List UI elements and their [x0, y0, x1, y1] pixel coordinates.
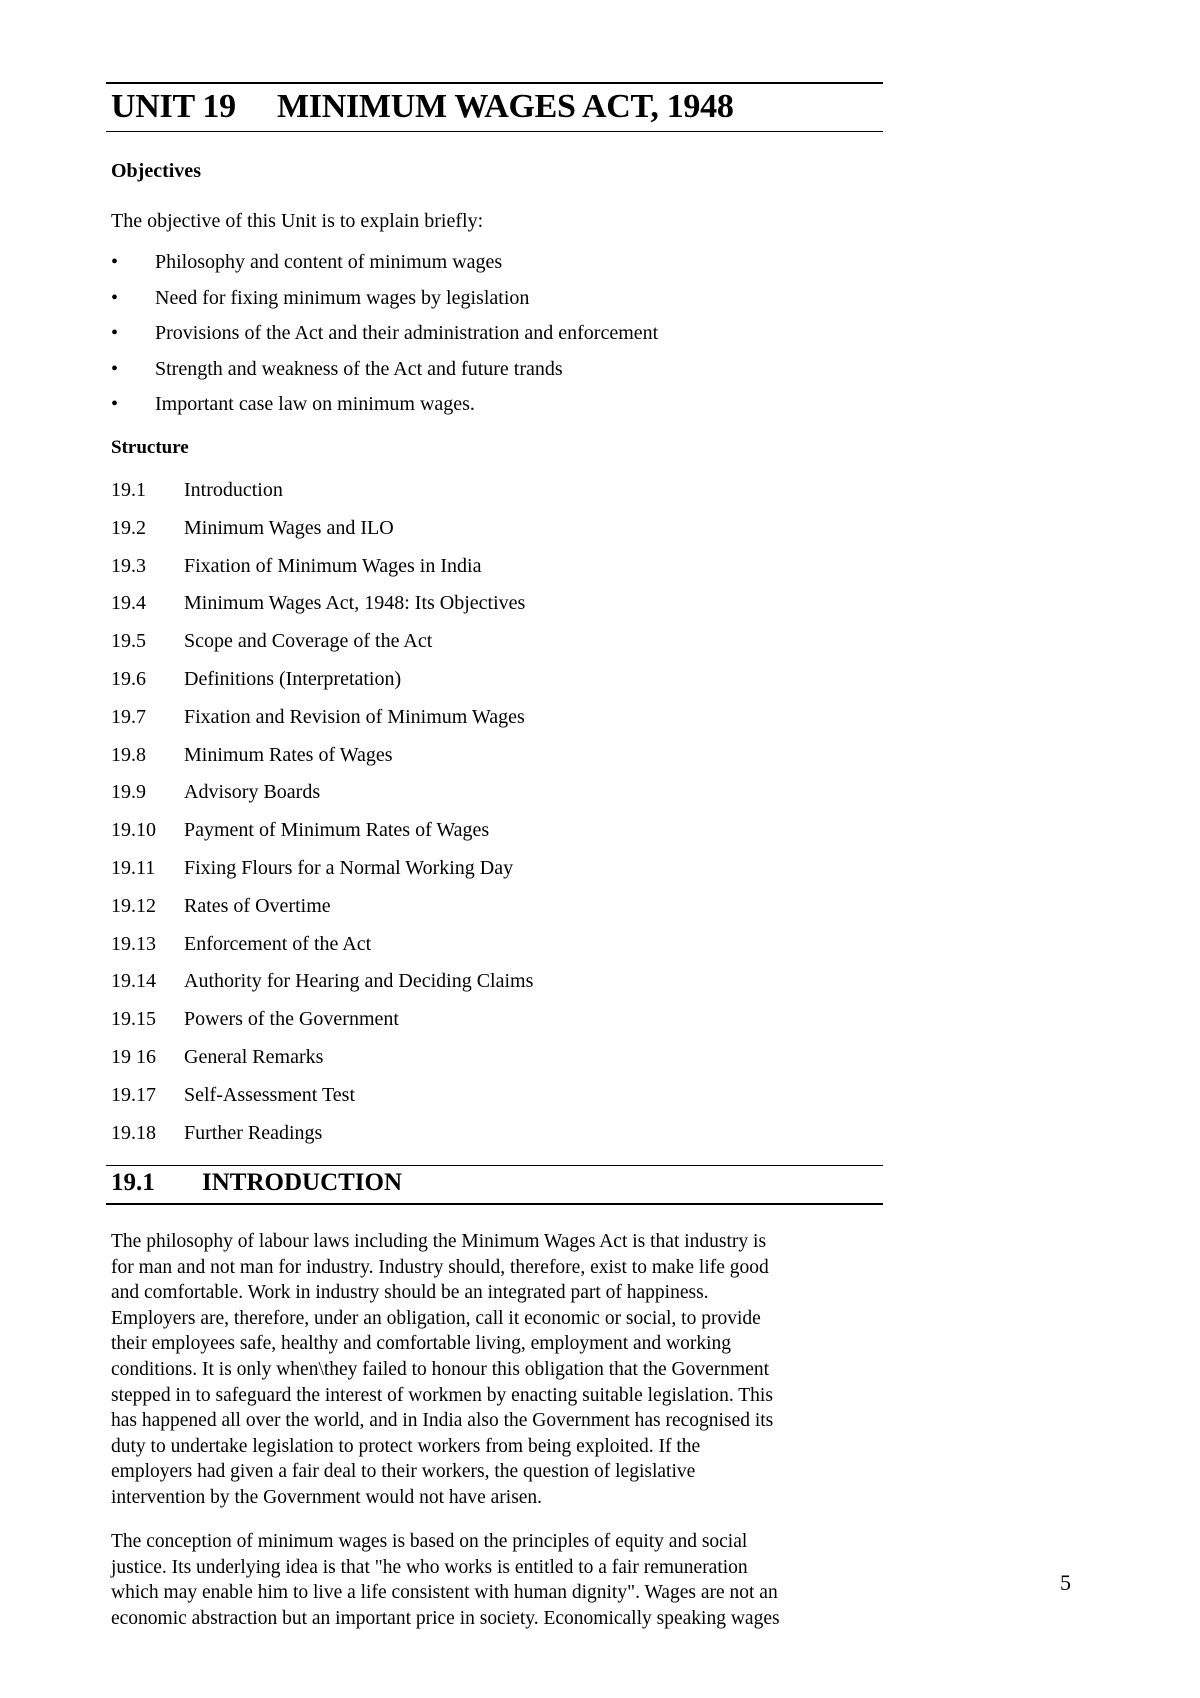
bullet-icon: • [111, 322, 119, 344]
structure-item-number: 19.2 [111, 516, 146, 539]
structure-item [111, 857, 533, 895]
structure-item [111, 517, 533, 555]
unit-number: UNIT 19 [111, 88, 236, 125]
paragraph-line: their employees safe, healthy and comfortable living, employment and working [111, 1333, 732, 1355]
objective-item [111, 358, 658, 394]
paragraph-line: The conception of minimum wages is based on the principles of equity and social [111, 1531, 748, 1552]
structure-item-number: 19.12 [111, 894, 156, 917]
structure-item [111, 592, 533, 630]
structure-item-title: Authority for Hearing and Deciding Claims [184, 970, 534, 993]
objective-text: Important case law on minimum wages. [155, 393, 475, 415]
section-title: INTRODUCTION [202, 1169, 403, 1196]
objectives-heading: Objectives [111, 160, 201, 182]
structure-item-title: Scope and Coverage of the Act [184, 630, 433, 653]
structure-item [111, 706, 533, 744]
section-number: 19.1 [111, 1169, 155, 1196]
structure-item-title: Fixing Flours for a Normal Working Day [184, 856, 514, 879]
paragraph-line: stepped in to safeguard the interest of workmen by enacting suitable legislation. This [111, 1384, 773, 1406]
objectives-intro: The objective of this Unit is to explain briefly: [111, 210, 484, 232]
structure-item [111, 744, 533, 782]
paragraph-line: economic abstraction but an important price in society. Economically speaking wages [111, 1607, 780, 1629]
paragraph-line: for man and not man for industry. Industry should, therefore, exist to make life good [111, 1256, 769, 1278]
structure-item-number: 19.10 [111, 819, 156, 842]
structure-item-number: 19.1 [111, 479, 146, 501]
section-top-rule [106, 1165, 883, 1166]
section-bottom-rule [106, 1203, 883, 1205]
structure-item-number: 19.11 [111, 856, 156, 879]
objective-text: Philosophy and content of minimum wages [155, 251, 503, 273]
title-underline-rule [106, 131, 883, 132]
page-number: 5 [1060, 1570, 1071, 1595]
structure-item-number: 19.13 [111, 932, 156, 955]
paragraph-line: The philosophy of labour laws including the Minimum Wages Act is that industry is [111, 1231, 767, 1252]
structure-item [111, 1122, 533, 1160]
bullet-icon: • [111, 393, 119, 415]
structure-item-title: Minimum Rates of Wages [184, 743, 393, 766]
bullet-icon: • [111, 251, 119, 273]
structure-item-number: 19 16 [111, 1045, 156, 1068]
objective-item [111, 393, 658, 429]
structure-item-number: 19.4 [111, 592, 146, 615]
structure-item-number: 19.5 [111, 630, 146, 653]
structure-item [111, 1008, 533, 1046]
structure-item-title: Enforcement of the Act [184, 932, 372, 955]
structure-item-number: 19.15 [111, 1008, 156, 1031]
introduction-paragraph-1 [111, 1229, 901, 1511]
paragraph-line: and comfortable. Work in industry should be an integrated part of happiness. [111, 1282, 709, 1304]
structure-item [111, 781, 533, 819]
structure-item-title: Fixation and Revision of Minimum Wages [184, 705, 525, 728]
top-rule [106, 82, 883, 84]
structure-item-number: 19.7 [111, 705, 146, 728]
structure-item-number: 19.17 [111, 1083, 156, 1106]
paragraph-line: employers had given a fair deal to their workers, the question of legislative [111, 1461, 696, 1483]
structure-item-number: 19.8 [111, 743, 146, 766]
structure-list [111, 479, 533, 1159]
structure-item [111, 970, 533, 1008]
structure-item [111, 1046, 533, 1084]
structure-item [111, 668, 533, 706]
structure-item-number: 19.3 [111, 554, 146, 577]
structure-item [111, 933, 533, 971]
structure-item [111, 479, 533, 517]
section-heading-introduction [111, 1169, 402, 1197]
structure-item [111, 895, 533, 933]
introduction-paragraph-2 [111, 1529, 901, 1631]
objective-text: Provisions of the Act and their administration and enforcement [155, 322, 659, 344]
unit-title [111, 88, 734, 126]
structure-item [111, 555, 533, 593]
structure-item-title: Minimum Wages and ILO [184, 516, 394, 539]
structure-item-title: Advisory Boards [184, 781, 321, 804]
structure-item-title: Minimum Wages Act, 1948: Its Objectives [184, 592, 526, 615]
paragraph-line: conditions. It is only when\they failed to honour this obligation that the Government [111, 1358, 770, 1380]
structure-item-title: Fixation of Minimum Wages in India [184, 554, 482, 577]
structure-item-title: Definitions (Interpretation) [184, 667, 402, 690]
paragraph-line: Employers are, therefore, under an obligation, call it economic or social, to provide [111, 1307, 761, 1329]
structure-item-number: 19.6 [111, 667, 146, 690]
structure-item-title: Further Readings [184, 1121, 323, 1144]
structure-item-title: Rates of Overtime [184, 894, 331, 917]
structure-item-number: 19.14 [111, 970, 156, 993]
structure-item-number: 19.9 [111, 781, 146, 804]
paragraph-line: intervention by the Government would not have arisen. [111, 1486, 543, 1508]
structure-heading: Structure [111, 437, 189, 458]
objective-text: Need for fixing minimum wages by legislation [155, 286, 530, 309]
paragraph-line: justice. Its underlying idea is that "he who works is entitled to a fair remuneration [111, 1556, 748, 1578]
structure-item-title: Self-Assessment Test [184, 1083, 355, 1106]
objectives-list [111, 251, 658, 429]
paragraph-line: duty to undertake legislation to protect workers from being exploited. If the [111, 1435, 701, 1457]
objective-text: Strength and weakness of the Act and future trands [155, 357, 563, 380]
objective-item [111, 322, 658, 358]
structure-item [111, 819, 533, 857]
objective-item [111, 251, 658, 287]
paragraph-line: has happened all over the world, and in India also the Government has recognised its [111, 1410, 774, 1432]
paragraph-line: which may enable him to live a life consistent with human dignity". Wages are not an [111, 1582, 778, 1604]
structure-item [111, 630, 533, 668]
bullet-icon: • [111, 286, 119, 309]
structure-item-title: General Remarks [184, 1045, 324, 1068]
bullet-icon: • [111, 357, 119, 380]
structure-item-title: Payment of Minimum Rates of Wages [184, 819, 490, 842]
structure-item [111, 1084, 533, 1122]
unit-title-text: MINIMUM WAGES ACT, 1948 [277, 88, 734, 125]
objective-item [111, 287, 658, 323]
structure-item-title: Introduction [184, 479, 283, 501]
structure-item-title: Powers of the Government [184, 1008, 399, 1031]
structure-item-number: 19.18 [111, 1121, 156, 1144]
